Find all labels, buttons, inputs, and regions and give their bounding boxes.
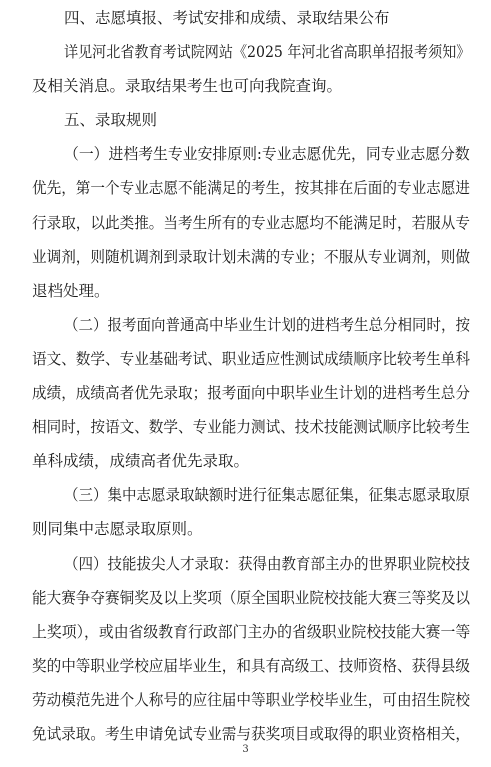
rule-4-line: 奖的中等职业学校应届毕业生，和具有高级工、技师资格、获得县级 bbox=[32, 657, 470, 675]
section-heading-5: 五、录取规则 bbox=[64, 111, 158, 129]
body-line: 及相关消息。录取结果考生也可向我院查询。 bbox=[32, 77, 343, 95]
rule-2-line: 相同时，按语文、数学、专业能力测试、技术技能测试顺序比较考生 bbox=[32, 418, 470, 436]
rule-4-line: 免试录取。考生申请免试专业需与获奖项目或取得的职业资格相关， bbox=[32, 725, 470, 743]
rule-1-line: 业调剂，则随机调剂到录取计划未满的专业；不服从专业调剂，则做 bbox=[32, 248, 470, 266]
rule-2-line: 成绩，成绩高者优先录取；报考面向中职毕业生计划的进档考生总分 bbox=[32, 384, 470, 402]
rule-4-line: 上奖项），或由省级教育行政部门主办的省级职业院校技能大赛一等 bbox=[32, 623, 471, 641]
rule-1-line: （一）进档考生专业安排原则:专业志愿优先，同专业志愿分数 bbox=[64, 145, 470, 163]
page-number: 3 bbox=[242, 744, 249, 755]
rule-2-line: 单科成绩，成绩高者优先录取。 bbox=[32, 452, 250, 470]
body-line: 详见河北省教育考试院网站《2025 年河北省高职单招报考须知》 bbox=[64, 43, 471, 61]
rule-2-line: 语文、数学、专业基础考试、职业适应性测试成绩顺序比较考生单科 bbox=[32, 350, 470, 368]
rule-4-line: 能大赛争夺赛铜奖及以上奖项（原全国职业院校技能大赛三等奖及以 bbox=[32, 589, 470, 607]
rule-1-line: 优先，第一个专业志愿不能满足的考生，按其排在后面的专业志愿进 bbox=[32, 179, 470, 197]
rule-1-line: 行录取，以此类推。当考生所有的专业志愿均不能满足时，若服从专 bbox=[32, 214, 470, 232]
rule-4-line: 劳动模范先进个人称号的应往届中等职业学校毕业生，可由招生院校 bbox=[32, 691, 470, 709]
rule-3-line: 则同集中志愿录取原则。 bbox=[32, 520, 203, 538]
rule-3-line: （三）集中志愿录取缺额时进行征集志愿征集，征集志愿录取原 bbox=[64, 486, 471, 504]
rule-1-line: 退档处理。 bbox=[32, 282, 110, 300]
section-heading-4: 四、志愿填报、考试安排和成绩、录取结果公布 bbox=[64, 9, 390, 27]
rule-4-line: （四）技能拔尖人才录取：获得由教育部主办的世界职业院校技 bbox=[64, 555, 471, 573]
rule-2-line: （二）报考面向普通高中毕业生计划的进档考生总分相同时，按 bbox=[64, 316, 471, 334]
